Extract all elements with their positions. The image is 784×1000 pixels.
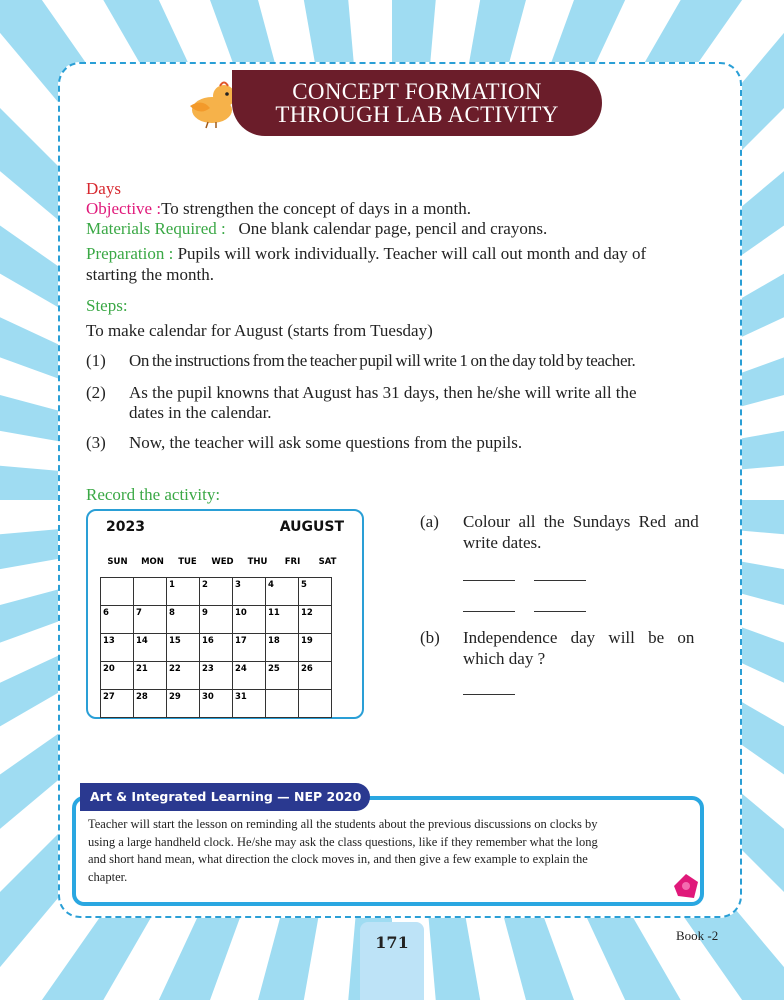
calendar-date-cell[interactable] xyxy=(299,690,332,718)
steps-label: Steps: xyxy=(86,296,128,315)
calendar-date-cell[interactable]: 21 xyxy=(134,662,167,690)
calendar-date-cell[interactable]: 18 xyxy=(266,634,299,662)
section-heading: Days xyxy=(86,179,121,198)
question-number: (a) xyxy=(420,512,439,531)
day-header: FRI xyxy=(284,557,301,567)
calendar-date-cell[interactable]: 13 xyxy=(101,634,134,662)
step-text: On the instructions from the teacher pupil will write 1 on the day told by teacher. xyxy=(129,351,636,370)
calendar-date-cell[interactable]: 4 xyxy=(266,578,299,606)
calendar-date-cell[interactable]: 1 xyxy=(167,578,200,606)
art-integrated-label: Art & Integrated Learning — NEP 2020 xyxy=(80,783,370,811)
calendar-date-cell[interactable]: 31 xyxy=(233,690,266,718)
corner-flower-icon xyxy=(672,872,700,900)
calendar-date-cell[interactable]: 11 xyxy=(266,606,299,634)
calendar-date-cell[interactable]: 8 xyxy=(167,606,200,634)
calendar-date-cell[interactable]: 16 xyxy=(200,634,233,662)
answer-blank[interactable] xyxy=(534,580,586,581)
calendar-month: AUGUST xyxy=(279,519,344,535)
calendar-date-cell[interactable]: 3 xyxy=(233,578,266,606)
calendar-week-row xyxy=(101,606,332,634)
calendar-date-cell[interactable]: 10 xyxy=(233,606,266,634)
calendar-date-cell[interactable]: 23 xyxy=(200,662,233,690)
question-text: Independence day will be on xyxy=(463,628,695,647)
bird-icon xyxy=(180,76,240,130)
calendar-date-cell[interactable]: 6 xyxy=(101,606,134,634)
art-line: and short hand mean, what direction the clock moves in, and then give a few example to explain the xyxy=(88,852,588,866)
calendar-date-cell[interactable]: 24 xyxy=(233,662,266,690)
calendar-date-cell[interactable]: 28 xyxy=(134,690,167,718)
calendar-date-cell[interactable]: 2 xyxy=(200,578,233,606)
calendar-date-cell[interactable]: 19 xyxy=(299,634,332,662)
calendar-date-cell[interactable]: 9 xyxy=(200,606,233,634)
step-text-2: dates in the calendar. xyxy=(129,403,272,422)
step-number: (2) xyxy=(86,383,106,402)
calendar-date-cell[interactable]: 29 xyxy=(167,690,200,718)
day-header: TUE xyxy=(178,557,197,567)
calendar-date-cell[interactable] xyxy=(134,578,167,606)
art-line: using a large handheld clock. He/she may ask the class questions, like if they remember what the long xyxy=(88,834,598,849)
preparation-block xyxy=(86,243,726,285)
calendar-week-row xyxy=(101,634,332,662)
answer-blank[interactable] xyxy=(463,580,515,581)
preparation-text: Pupils will work individually. Teacher will call out month and day of xyxy=(177,244,647,263)
calendar-week-row xyxy=(101,578,332,606)
step-text: As the pupil knowns that August has 31 days, then he/she will write all the xyxy=(129,383,637,402)
answer-blank[interactable] xyxy=(463,694,515,695)
calendar-date-cell[interactable]: 20 xyxy=(101,662,134,690)
record-label: Record the activity: xyxy=(86,485,221,504)
calendar-date-cell[interactable]: 15 xyxy=(167,634,200,662)
calendar-date-cell[interactable]: 7 xyxy=(134,606,167,634)
objective-line xyxy=(86,198,471,219)
calendar-date-cell[interactable] xyxy=(101,578,134,606)
step-text: Now, the teacher will ask some questions from the pupils. xyxy=(129,433,523,452)
calendar-date-cell[interactable]: 26 xyxy=(299,662,332,690)
calendar xyxy=(86,509,364,719)
calendar-date-cell[interactable]: 22 xyxy=(167,662,200,690)
preparation-text-2: starting the month. xyxy=(86,265,214,284)
steps-intro: To make calendar for August (starts from Tuesday) xyxy=(86,321,433,340)
objective-label: Objective : xyxy=(86,199,162,218)
calendar-date-cell[interactable]: 14 xyxy=(134,634,167,662)
step-number: (1) xyxy=(86,351,106,370)
answer-blank[interactable] xyxy=(463,611,515,612)
title-banner xyxy=(232,70,602,136)
book-label: Book -2 xyxy=(676,928,719,943)
title-line-2: THROUGH LAB ACTIVITY xyxy=(275,102,559,127)
day-header: THU xyxy=(247,557,268,567)
calendar-week-row xyxy=(101,690,332,718)
art-integrated-text xyxy=(88,816,684,886)
day-header: SUN xyxy=(107,557,128,567)
calendar-date-cell[interactable]: 12 xyxy=(299,606,332,634)
calendar-day-headers xyxy=(100,557,350,571)
title-line-1: CONCEPT FORMATION xyxy=(292,79,542,104)
calendar-year: 2023 xyxy=(106,519,145,535)
calendar-date-cell[interactable]: 17 xyxy=(233,634,266,662)
question-text: Colour all the Sundays Red and xyxy=(463,512,699,531)
art-line: chapter. xyxy=(88,869,128,884)
calendar-date-cell[interactable]: 30 xyxy=(200,690,233,718)
calendar-date-cell[interactable]: 25 xyxy=(266,662,299,690)
materials-text: One blank calendar page, pencil and crayons. xyxy=(238,219,548,238)
preparation-label: Preparation : xyxy=(86,244,174,263)
materials-label: Materials Required : xyxy=(86,219,226,238)
calendar-grid xyxy=(100,577,332,718)
step-number: (3) xyxy=(86,433,106,452)
objective-text: To strengthen the concept of days in a month. xyxy=(161,199,471,218)
day-header: MON xyxy=(141,557,164,567)
calendar-date-cell[interactable] xyxy=(266,690,299,718)
calendar-date-cell[interactable]: 5 xyxy=(299,578,332,606)
question-text-2: write dates. xyxy=(463,533,542,552)
art-line: Teacher will start the lesson on reminding all the students about the previous discussions on clocks by xyxy=(88,817,598,831)
materials-line xyxy=(86,218,547,239)
page-number: 171 xyxy=(360,922,424,1000)
answer-blank[interactable] xyxy=(534,611,586,612)
calendar-date-cell[interactable]: 27 xyxy=(101,690,134,718)
day-header: SAT xyxy=(318,557,337,567)
day-header: WED xyxy=(211,557,234,567)
calendar-week-row xyxy=(101,662,332,690)
question-text-2: which day ? xyxy=(463,649,546,668)
question-number: (b) xyxy=(420,628,440,647)
